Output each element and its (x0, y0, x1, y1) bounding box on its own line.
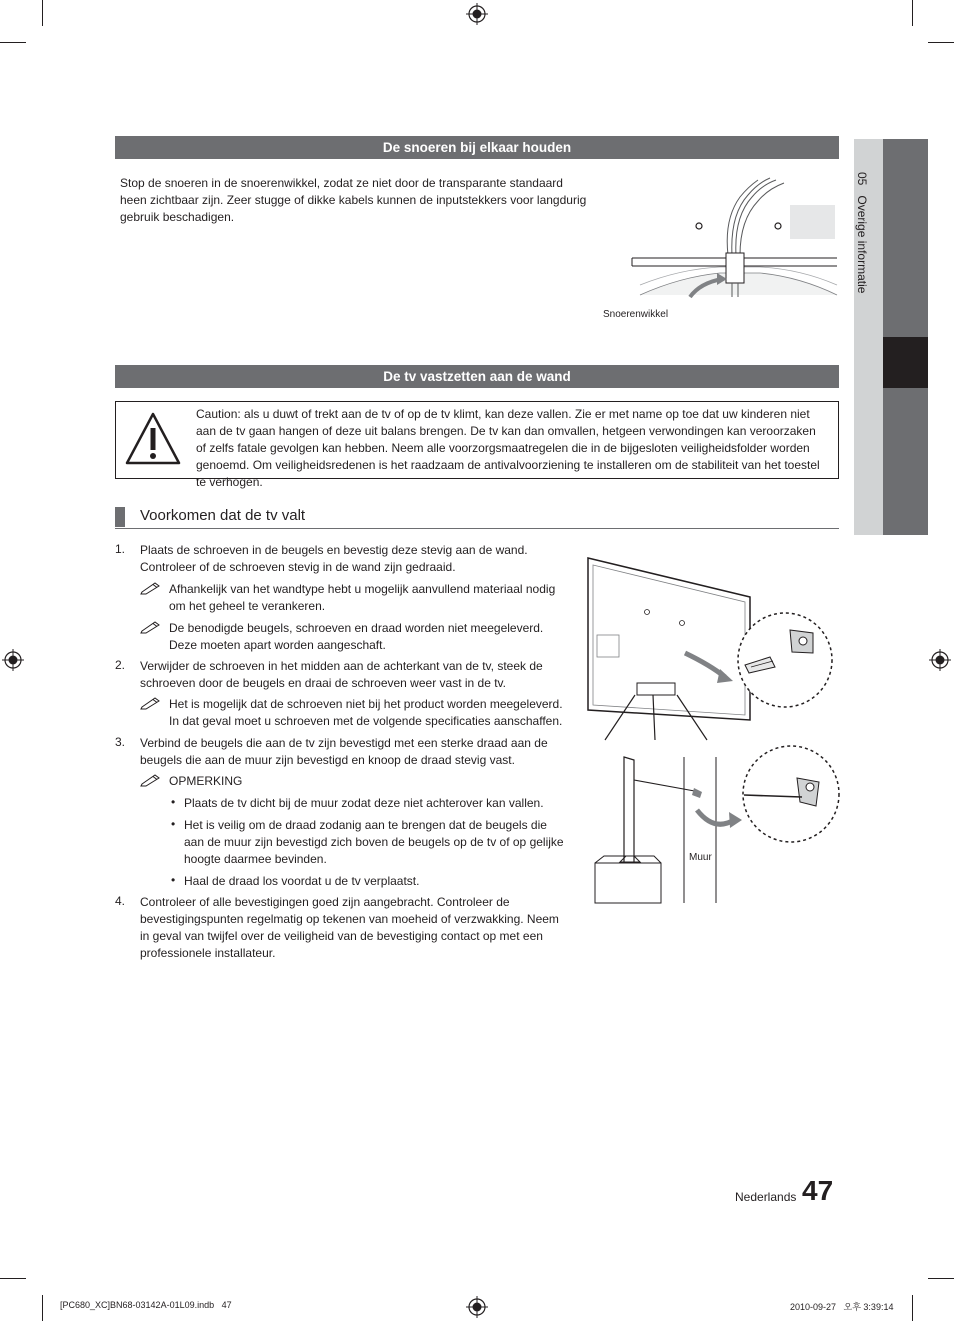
subsection-rule (115, 528, 839, 529)
registration-mark-icon (2, 649, 24, 671)
step-number: 2. (115, 658, 126, 672)
footer-file-info: [PC680_XC]BN68-03142A-01L09.indb 47 (60, 1300, 232, 1310)
tv-bracket-figure (585, 555, 840, 745)
footer-timestamp: 2010-09-27 오후 3:39:14 (790, 1302, 894, 1312)
chapter-label (855, 172, 869, 293)
step-number: 4. (115, 894, 126, 908)
footer-language: Nederlands (735, 1190, 797, 1204)
step-text: Verbind de beugels die aan de tv zijn bevestigd met een sterke draad aan de beugels die aan de muur zijn bevestigd en knoop de draad stevig vast. (140, 736, 548, 767)
tv-wall-figure (594, 740, 844, 905)
note-pencil-icon (140, 581, 162, 595)
page-number: 47 (802, 1175, 834, 1206)
subsection-marker (115, 507, 125, 527)
bullet-icon: • (171, 873, 176, 887)
bullet-icon: • (171, 817, 176, 831)
subsection-title: Voorkomen dat de tv valt (140, 507, 306, 524)
crop-mark (42, 0, 43, 26)
section1-body: Stop de snoeren in de snoerenwikkel, zodat ze niet door de transparante standaard heen zichtbaar zijn. Zeer stugge of dikke kabels kunnen de inputstekkers voor langdurig gebruik beschadigen. (120, 176, 587, 224)
crop-mark (912, 1295, 913, 1321)
section-header-wall-mount: De tv vastzetten aan de wand (115, 365, 839, 388)
note-text: De benodigde beugels, schroeven en draad worden niet meegeleverd. Deze moeten apart worden aangeschaft. (169, 621, 544, 652)
caution-label: Caution (196, 407, 238, 421)
chapter-tab-marker (883, 337, 928, 388)
crop-mark (42, 1295, 43, 1321)
crop-mark (0, 42, 26, 43)
crop-mark (928, 42, 954, 43)
registration-mark-icon (929, 649, 951, 671)
step-number: 3. (115, 735, 126, 749)
chapter-number: 05 (855, 172, 869, 186)
bullet-text: Plaats de tv dicht bij de muur zodat deze niet achterover kan vallen. (184, 796, 544, 810)
crop-mark (928, 1278, 954, 1279)
registration-mark-icon (466, 3, 488, 25)
crop-mark (0, 1278, 26, 1279)
note-pencil-icon (140, 773, 162, 787)
wall-label: Muur (689, 852, 712, 863)
cable-tie-label: Snoerenwikkel (603, 309, 669, 320)
note-text: Afhankelijk van het wandtype hebt u mogelijk aanvullend materiaal nodig om het geheel te verankeren. (169, 582, 556, 613)
caution-text (196, 406, 828, 491)
step-number: 1. (115, 542, 126, 556)
step-text: Plaats de schroeven in de beugels en bevestig deze stevig aan de wand. Controleer of de schroeven stevig in de wand zijn gedraaid. (140, 543, 528, 574)
step-text: Verwijder de schroeven in het midden aan de achterkant van de tv, steek de schroeven door de beugels en draai de schroeven weer vast in de tv. (140, 659, 543, 690)
bullet-text: Haal de draad los voordat u de tv verplaatst. (184, 874, 420, 888)
note-label: OPMERKING (169, 774, 243, 788)
cable-tie-figure (600, 175, 840, 305)
section-header-cable-ties: De snoeren bij elkaar houden (115, 136, 839, 159)
note-pencil-icon (140, 620, 162, 634)
chapter-title: Overige informatie (855, 195, 869, 294)
caution-body: : als u duwt of trekt aan de tv of op de tv klimt, kan deze vallen. Zie er met name op toe dat uw kinderen niet aan de tv gaan hangen of deze uit balans brengen. De tv kan dan omvallen, hetgeen verwondingen kan veroorzaken of zelfs fatale gevolgen kan hebben. Neem alle voorzorgsmaatregelen die in de bijgesloten veiligheidsfolder worden genoemd. Om veiligheidsredenen is het raadzaam de antivalvoorziening te installeren om de stabiliteit van het toestel te verhogen. (196, 407, 820, 489)
crop-mark (912, 0, 913, 26)
step-text: Controleer of alle bevestigingen goed zijn aangebracht. Controleer de bevestigingspunten regelmatig op tekenen van moeheid of verzwakking. Neem in geval van twijfel over de veiligheid van de bevestiging contact op met een professionele installateur. (140, 895, 559, 960)
warning-triangle-icon (124, 411, 182, 467)
note-pencil-icon (140, 696, 162, 710)
note-text: Het is mogelijk dat de schroeven niet bij het product worden meegeleverd. In dat geval moet u schroeven met de volgende specificaties aanschaffen. (169, 697, 563, 728)
bullet-text: Het is veilig om de draad zodanig aan te brengen dat de beugels die aan de muur zijn bevestigd zich boven de beugels op de tv of op gelijke hoogte daarmee bevinden. (184, 818, 564, 866)
bullet-icon: • (171, 795, 176, 809)
registration-mark-icon (466, 1296, 488, 1318)
